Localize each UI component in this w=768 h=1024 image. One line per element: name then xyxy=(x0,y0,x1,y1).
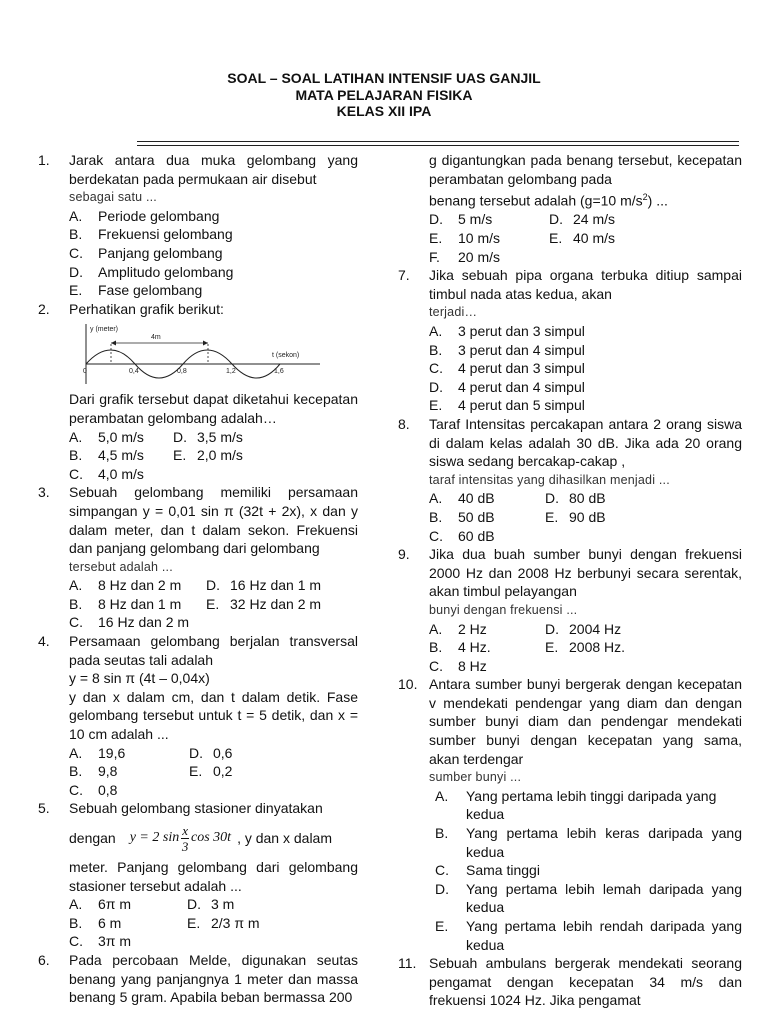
option-row xyxy=(69,465,358,484)
option-d[interactable] xyxy=(187,895,234,914)
option-text: Yang pertama lebih rendah daripada yang kedua xyxy=(466,918,742,953)
option-text: 50 dB xyxy=(458,508,495,525)
option-letter: C. xyxy=(69,614,83,631)
option-letter: C. xyxy=(435,862,449,879)
question-text-continued-2 xyxy=(429,188,742,210)
option-text: Yang pertama lebih keras daripada yang kedua xyxy=(466,825,742,860)
option-e[interactable] xyxy=(429,917,742,954)
span-label: 4m xyxy=(151,334,161,342)
option-row xyxy=(429,657,742,676)
option-letter: C. xyxy=(69,933,83,950)
right-column xyxy=(398,151,742,1010)
option-a[interactable] xyxy=(69,744,189,763)
equation-right: cos 30t xyxy=(191,829,232,845)
option-row xyxy=(69,895,358,914)
question-number: 6. xyxy=(38,951,50,968)
question-8 xyxy=(398,415,742,545)
option-a[interactable] xyxy=(429,620,545,639)
option-c[interactable] xyxy=(69,932,131,951)
question-text: Taraf Intensitas percakapan antara 2 orang siswa di dalam kelas adalah 30 dB. Jika ada 20 orang siswa sedang bercakap-cakap , xyxy=(429,415,742,470)
option-text: Panjang gelombang xyxy=(98,244,223,261)
option-text: 4 perut dan 4 simpul xyxy=(458,378,585,395)
option-text: Frekuensi gelombang xyxy=(98,226,233,243)
option-text: 4 perut dan 5 simpul xyxy=(458,397,585,414)
option-b[interactable] xyxy=(429,341,742,360)
option-f[interactable] xyxy=(429,248,500,267)
option-b[interactable] xyxy=(69,446,173,465)
option-d[interactable] xyxy=(429,378,742,397)
option-text: 8 Hz dan 2 m xyxy=(98,577,182,594)
option-a[interactable] xyxy=(69,895,187,914)
question-text: Pada percobaan Melde, digunakan seutas benang yang panjangnya 1 meter dan massa benang 5 gram. Apabila beban bermassa 200 xyxy=(69,951,358,1006)
tick-label: 1,2 xyxy=(226,368,236,376)
option-row xyxy=(69,762,358,781)
option-text: 4,0 m/s xyxy=(98,465,144,482)
option-letter: B. xyxy=(429,639,443,656)
option-letter: A. xyxy=(429,490,443,507)
option-text: 8 Hz xyxy=(458,657,487,674)
option-text: 3,5 m/s xyxy=(197,428,243,445)
option-text: 4 perut dan 3 simpul xyxy=(458,360,585,377)
option-b[interactable] xyxy=(69,762,189,781)
fraction-numerator: x xyxy=(182,822,188,838)
option-letter: A. xyxy=(69,577,83,594)
text-part: benang tersebut adalah (g=10 m/s xyxy=(429,192,643,209)
question-5 xyxy=(38,799,358,951)
option-letter: D. xyxy=(435,880,449,897)
question-text-tail: tersebut adalah ... xyxy=(69,559,173,574)
option-a[interactable] xyxy=(69,207,358,226)
option-letter: E. xyxy=(549,230,563,247)
option-e[interactable] xyxy=(69,281,358,300)
option-letter: F. xyxy=(429,248,440,265)
option-b[interactable] xyxy=(69,595,206,614)
left-column xyxy=(38,151,358,1007)
question-text: Perhatikan grafik berikut: xyxy=(69,300,224,317)
option-row xyxy=(69,428,358,447)
option-d[interactable] xyxy=(545,489,606,508)
option-text: 16 Hz dan 2 m xyxy=(98,614,190,631)
option-letter: C. xyxy=(429,527,443,544)
option-d[interactable] xyxy=(545,620,621,639)
question-4 xyxy=(38,632,358,799)
question-text-2: Dari grafik tersebut dapat diketahui kecepatan perambatan gelombang adalah… xyxy=(69,391,358,426)
option-letter: B. xyxy=(69,595,83,612)
question-9 xyxy=(398,545,742,675)
option-text: 9,8 xyxy=(98,763,118,780)
option-text: 2/3 π m xyxy=(211,914,260,931)
option-text: 6π m xyxy=(98,896,131,913)
option-letter: E. xyxy=(545,639,559,656)
option-letter: D. xyxy=(545,620,559,637)
question-2 xyxy=(38,300,358,484)
question-6-continued xyxy=(398,151,742,266)
option-row xyxy=(429,527,742,546)
option-letter: C. xyxy=(69,781,83,798)
option-b[interactable] xyxy=(429,824,742,861)
option-row xyxy=(429,229,742,248)
option-letter: E. xyxy=(69,282,83,299)
option-letter: B. xyxy=(69,226,83,243)
option-text: 6 m xyxy=(98,914,122,931)
question-text: Jarak antara dua muka gelombang yang berdekatan pada permukaan air disebut xyxy=(69,152,358,187)
option-letter: A. xyxy=(69,428,83,445)
option-letter: D. xyxy=(189,744,203,761)
option-letter: B. xyxy=(429,508,443,525)
question-number: 11. xyxy=(398,955,417,972)
question-text: Sebuah ambulans bergerak mendekati seorang pengamat dengan kecepatan 34 m/s dan frekuensi 1024 Hz. Jika pengamat xyxy=(429,955,742,1009)
option-letter: D. xyxy=(429,378,443,395)
question-text: Antara sumber bunyi bergerak dengan kecepatan v mendekati pendengar yang diam dan dengan sumber bunyi diam dan pendengar mendekati sumber bunyi dengan kecepatan yang sama, akan terdengar xyxy=(429,676,742,767)
option-text: 3 m xyxy=(211,896,235,913)
option-d[interactable] xyxy=(189,744,232,763)
option-text: 3 perut dan 4 simpul xyxy=(458,341,585,358)
option-c[interactable] xyxy=(429,359,742,378)
option-letter: D. xyxy=(429,211,443,228)
question-7 xyxy=(398,266,742,415)
option-letter: D. xyxy=(206,577,220,594)
option-row xyxy=(69,781,358,800)
option-c[interactable] xyxy=(429,861,742,880)
option-c[interactable] xyxy=(69,781,117,800)
option-c[interactable] xyxy=(69,244,358,263)
option-text: 4,5 m/s xyxy=(98,447,144,464)
question-number: 2. xyxy=(38,300,50,317)
text-part: ) ... xyxy=(647,192,668,209)
option-b[interactable] xyxy=(69,225,358,244)
equation-fraction xyxy=(181,823,189,854)
option-row xyxy=(69,914,358,933)
option-text: Fase gelombang xyxy=(98,282,203,299)
option-text: 2,0 m/s xyxy=(197,447,243,464)
question-text-tail: sumber bunyi ... xyxy=(429,770,522,785)
question-equation-line xyxy=(69,818,358,858)
option-b[interactable] xyxy=(429,508,545,527)
question-text-tail: bunyi dengan frekuensi ... xyxy=(429,602,578,617)
option-c[interactable] xyxy=(69,465,144,484)
option-letter: B. xyxy=(69,763,83,780)
option-c[interactable] xyxy=(429,527,495,546)
question-text-tail: sebagai satu ... xyxy=(69,190,157,205)
option-e[interactable] xyxy=(206,595,321,614)
option-row xyxy=(69,446,358,465)
question-text-continued: g digantungkan pada benang tersebut, kecepatan perambatan gelombang pada xyxy=(429,152,742,187)
option-letter: B. xyxy=(429,341,443,358)
question-11 xyxy=(398,954,742,1010)
option-letter: E. xyxy=(187,914,201,931)
wave-graph xyxy=(83,322,323,386)
question-text-2: meter. Panjang gelombang dari gelombang stasioner tersebut adalah ... xyxy=(69,859,358,894)
option-e[interactable] xyxy=(173,446,243,465)
header-subject: MATA PELAJARAN FISIKA xyxy=(295,86,473,103)
document-header xyxy=(0,70,768,120)
question-1 xyxy=(38,151,358,300)
option-b[interactable] xyxy=(69,914,187,933)
option-text: Sama tinggi xyxy=(466,862,540,879)
question-number: 1. xyxy=(38,152,50,168)
question-text-tail: taraf intensitas yang dihasilkan menjadi ... xyxy=(429,472,670,487)
question-text: Persamaan gelombang berjalan transversal pada seutas tali adalah xyxy=(69,633,358,668)
option-letter: E. xyxy=(206,595,220,612)
option-letter: C. xyxy=(429,657,443,674)
option-e[interactable] xyxy=(187,914,260,933)
tick-label: 1,6 xyxy=(274,368,284,376)
option-c[interactable] xyxy=(69,613,189,632)
option-d[interactable] xyxy=(429,880,742,917)
option-letter: A. xyxy=(69,207,83,224)
option-letter: D. xyxy=(549,211,563,228)
question-text: Jika sebuah pipa organa terbuka ditiup sampai timbul nada atas kedua, akan xyxy=(429,267,742,302)
origin-label: 0 xyxy=(83,368,87,376)
option-text: 4 Hz. xyxy=(458,639,491,656)
option-row xyxy=(429,638,742,657)
header-title: SOAL – SOAL LATIHAN INTENSIF UAS GANJIL xyxy=(227,70,541,86)
question-10 xyxy=(398,675,742,954)
option-a[interactable] xyxy=(429,489,545,508)
header-divider-top xyxy=(137,141,739,142)
question-6 xyxy=(38,951,358,1007)
option-d[interactable] xyxy=(173,428,243,447)
option-a[interactable] xyxy=(429,787,742,824)
question-number: 7. xyxy=(398,267,410,284)
option-b[interactable] xyxy=(429,638,545,657)
option-text: 2 Hz xyxy=(458,620,487,637)
question-text-2: y dan x dalam cm, dan t dalam detik. Fase gelombang tersebut untuk t = 5 detik, dan x = 10 cm adalah ... xyxy=(69,688,358,743)
option-text: 0,6 xyxy=(213,744,233,761)
option-row xyxy=(429,248,742,267)
option-e[interactable] xyxy=(545,638,625,657)
option-letter: B. xyxy=(435,825,449,842)
question-number: 3. xyxy=(38,484,50,501)
option-text: 20 m/s xyxy=(458,248,501,265)
option-text: 60 dB xyxy=(458,527,495,544)
option-d[interactable] xyxy=(206,576,321,595)
option-text: Yang pertama lebih lemah daripada yang kedua xyxy=(466,880,742,916)
option-d[interactable] xyxy=(429,210,549,229)
question-3 xyxy=(38,483,358,632)
option-text: 32 Hz dan 2 m xyxy=(230,595,322,612)
option-a[interactable] xyxy=(69,576,206,595)
option-letter: B. xyxy=(69,447,83,464)
option-letter: E. xyxy=(435,918,449,934)
option-text: 90 dB xyxy=(569,508,606,525)
option-letter: B. xyxy=(69,914,83,931)
question-number: 4. xyxy=(38,633,50,650)
option-letter: E. xyxy=(545,508,559,525)
option-text: 0,2 xyxy=(213,763,233,780)
option-letter: E. xyxy=(429,397,443,414)
question-text: Sebuah gelombang stasioner dinyatakan xyxy=(69,800,323,817)
option-row xyxy=(429,489,742,508)
question-number: 5. xyxy=(38,800,50,817)
option-letter: D. xyxy=(187,896,201,913)
option-row xyxy=(69,595,358,614)
option-row xyxy=(429,620,742,639)
question-number: 9. xyxy=(398,546,410,563)
option-text: 5 m/s xyxy=(458,211,493,228)
option-row xyxy=(69,744,358,763)
fraction-denominator: 3 xyxy=(181,838,189,854)
option-row xyxy=(69,932,358,951)
equation-suffix: , y dan x dalam xyxy=(237,829,332,846)
option-letter: A. xyxy=(69,896,83,913)
option-text: 40 dB xyxy=(458,490,495,507)
option-text: 3 perut dan 3 simpul xyxy=(458,323,585,339)
option-row xyxy=(69,576,358,595)
question-text-tail: terjadi… xyxy=(429,305,478,320)
option-letter: E. xyxy=(173,447,187,464)
option-text: 10 m/s xyxy=(458,230,501,247)
option-letter: C. xyxy=(69,465,83,482)
question-number: 10. xyxy=(398,676,418,693)
option-letter: A. xyxy=(435,787,449,804)
option-text: 80 dB xyxy=(569,490,606,507)
option-d[interactable] xyxy=(69,263,358,282)
option-text: 24 m/s xyxy=(573,211,616,228)
question-number: 8. xyxy=(398,415,410,432)
option-text: 0,8 xyxy=(98,781,118,798)
superscript: 2 xyxy=(642,192,648,203)
option-text: Amplitudo gelombang xyxy=(98,263,234,280)
x-axis-label: t (sekon) xyxy=(272,352,300,360)
option-letter: A. xyxy=(429,323,443,339)
equation-left: y = 2 sin xyxy=(129,829,180,845)
option-d-2[interactable] xyxy=(549,210,615,229)
option-text: Periode gelombang xyxy=(98,207,220,224)
option-c[interactable] xyxy=(429,657,487,676)
header-divider-bottom xyxy=(137,145,739,146)
option-text: 2004 Hz xyxy=(569,620,622,637)
option-letter: E. xyxy=(429,230,443,247)
option-text: 5,0 m/s xyxy=(98,428,144,445)
option-letter: C. xyxy=(69,244,83,261)
y-axis-label: y (meter) xyxy=(90,326,118,334)
option-text: 19,6 xyxy=(98,744,126,761)
option-text: 16 Hz dan 1 m xyxy=(230,577,322,594)
equation-prefix: dengan xyxy=(69,829,116,846)
header-class: KELAS XII IPA xyxy=(336,103,432,119)
option-row xyxy=(69,613,358,632)
option-letter: A. xyxy=(69,744,83,761)
tick-label: 0,4 xyxy=(129,368,139,376)
option-e[interactable] xyxy=(429,229,549,248)
option-a[interactable] xyxy=(429,322,742,341)
option-row xyxy=(429,210,742,229)
option-text: Yang pertama lebih tinggi daripada yang kedua xyxy=(466,787,717,823)
option-e[interactable] xyxy=(429,396,742,415)
option-e[interactable] xyxy=(189,762,232,781)
option-letter: D. xyxy=(173,428,187,445)
option-letter: C. xyxy=(429,360,443,377)
option-letter: A. xyxy=(429,620,443,637)
option-letter: D. xyxy=(69,263,83,280)
option-row xyxy=(429,508,742,527)
option-text: 2008 Hz. xyxy=(569,639,626,656)
question-equation: y = 8 sin π (4t – 0,04x) xyxy=(69,670,210,687)
tick-label: 0,8 xyxy=(177,368,187,376)
option-letter: D. xyxy=(545,490,559,507)
option-e[interactable] xyxy=(545,508,606,527)
question-text: Sebuah gelombang memiliki persamaan simpangan y = 0,01 sin π (32t + 2x), x dan y dalam meter, dan t dalam sekon. Frekuensi dan panjang gelombang dari gelombang xyxy=(69,484,358,557)
question-text: Jika dua buah sumber bunyi dengan frekuensi 2000 Hz dan 2008 Hz berbunyi secara serentak, akan timbul pelayangan xyxy=(429,546,742,600)
option-e-2[interactable] xyxy=(549,229,615,248)
option-text: 8 Hz dan 1 m xyxy=(98,595,182,612)
option-letter: E. xyxy=(189,763,203,780)
option-text: 40 m/s xyxy=(573,230,616,247)
option-a[interactable] xyxy=(69,428,173,447)
option-text: 3π m xyxy=(98,933,131,950)
